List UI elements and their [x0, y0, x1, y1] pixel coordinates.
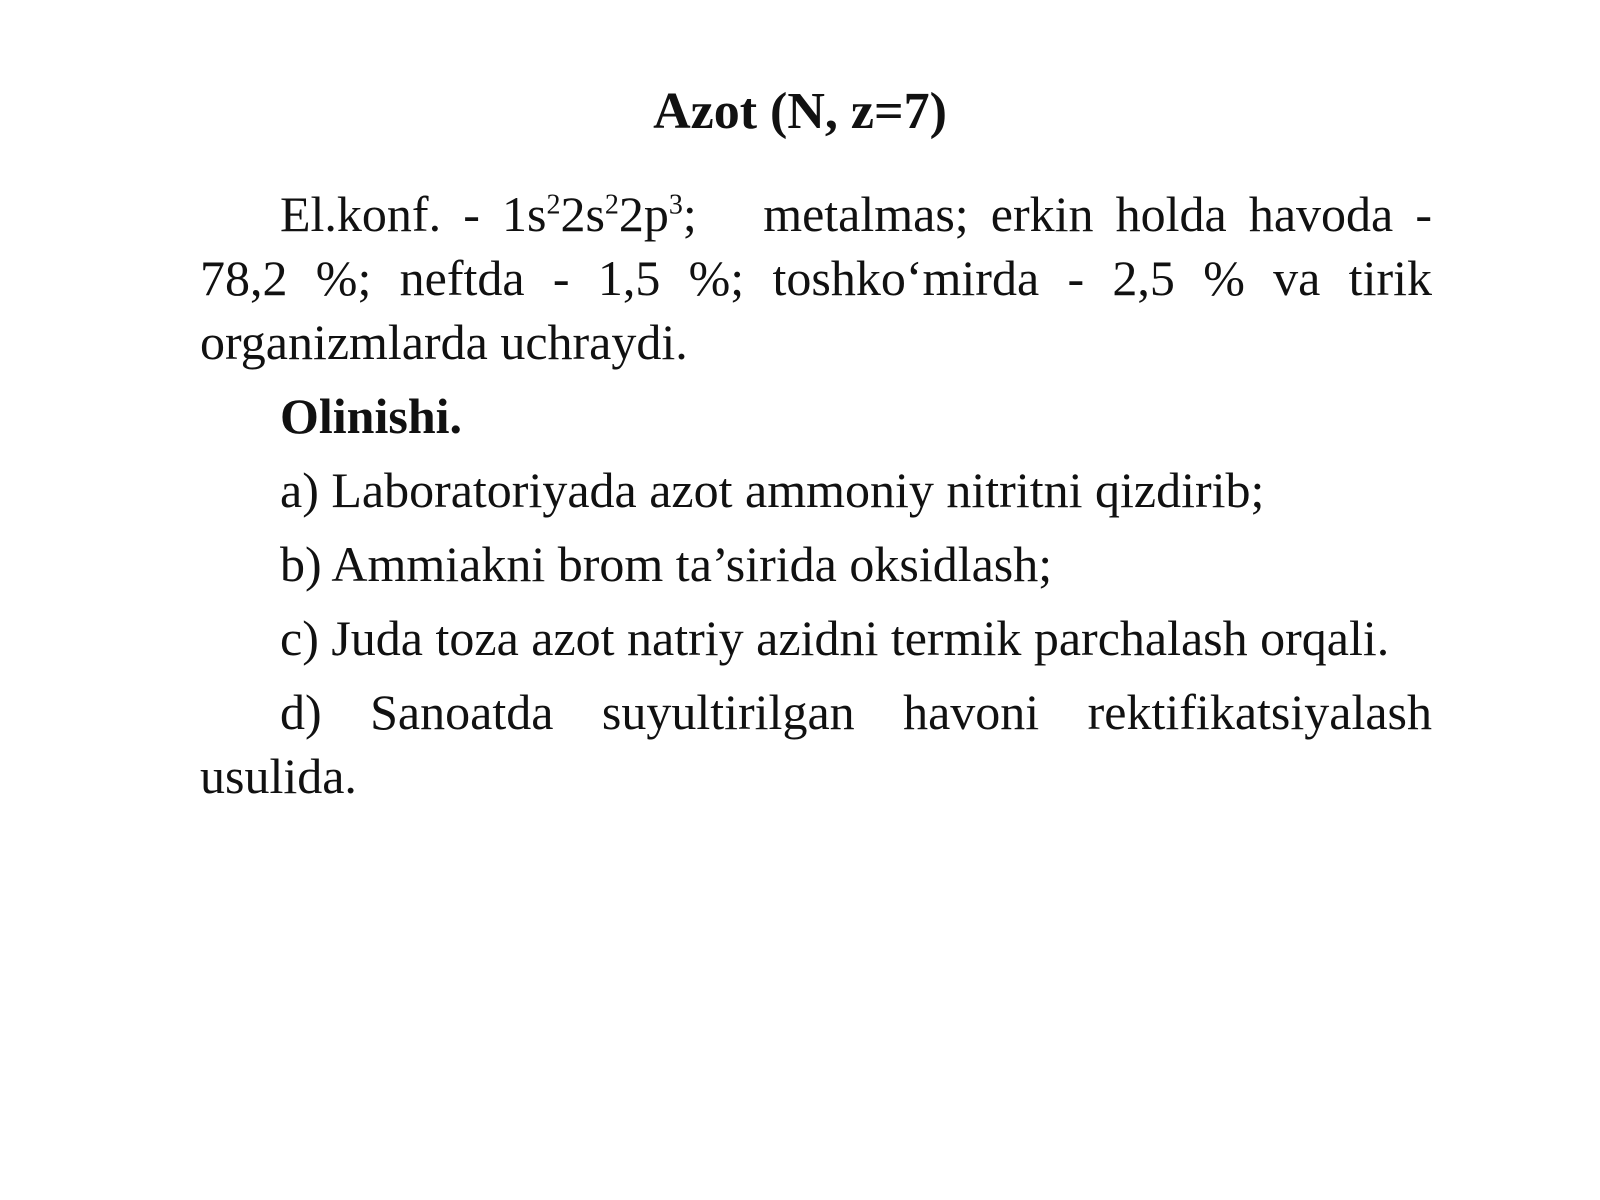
electron-config [502, 186, 683, 242]
config-term-1s: $1s^2$ [501, 186, 561, 242]
intro-rest: metalmas; erkin holda havoda - 78,2 %; neftda - 1,5 %; toshko‘mirda - 2,5 % va tirik organizmlarda uchraydi. [200, 186, 1433, 370]
intro-paragraph [200, 182, 1432, 374]
config-term-2s: $2s^2$ [560, 186, 619, 242]
config-term-2p: $2p^3$ [618, 186, 683, 242]
method-item-b: b) Ammiakni brom ta’sirida oksidlash; [280, 536, 1053, 592]
slide-title: Azot (N, z=7) [653, 83, 947, 140]
intro-lead: El.konf. - [280, 186, 502, 242]
config-separator: ; [682, 186, 697, 242]
method-item-a: a) Laboratoriyada azot ammoniy nitritni qizdirib; [280, 462, 1265, 518]
method-item-c: c) Juda toza azot natriy azidni termik parchalash orqali. [280, 610, 1390, 666]
slide-body [200, 182, 1432, 818]
section-heading-olinishi: Olinishi. [280, 388, 463, 444]
method-item-d: d) Sanoatda suyultirilgan havoni rektifikatsiyalash usulida. [200, 684, 1432, 804]
